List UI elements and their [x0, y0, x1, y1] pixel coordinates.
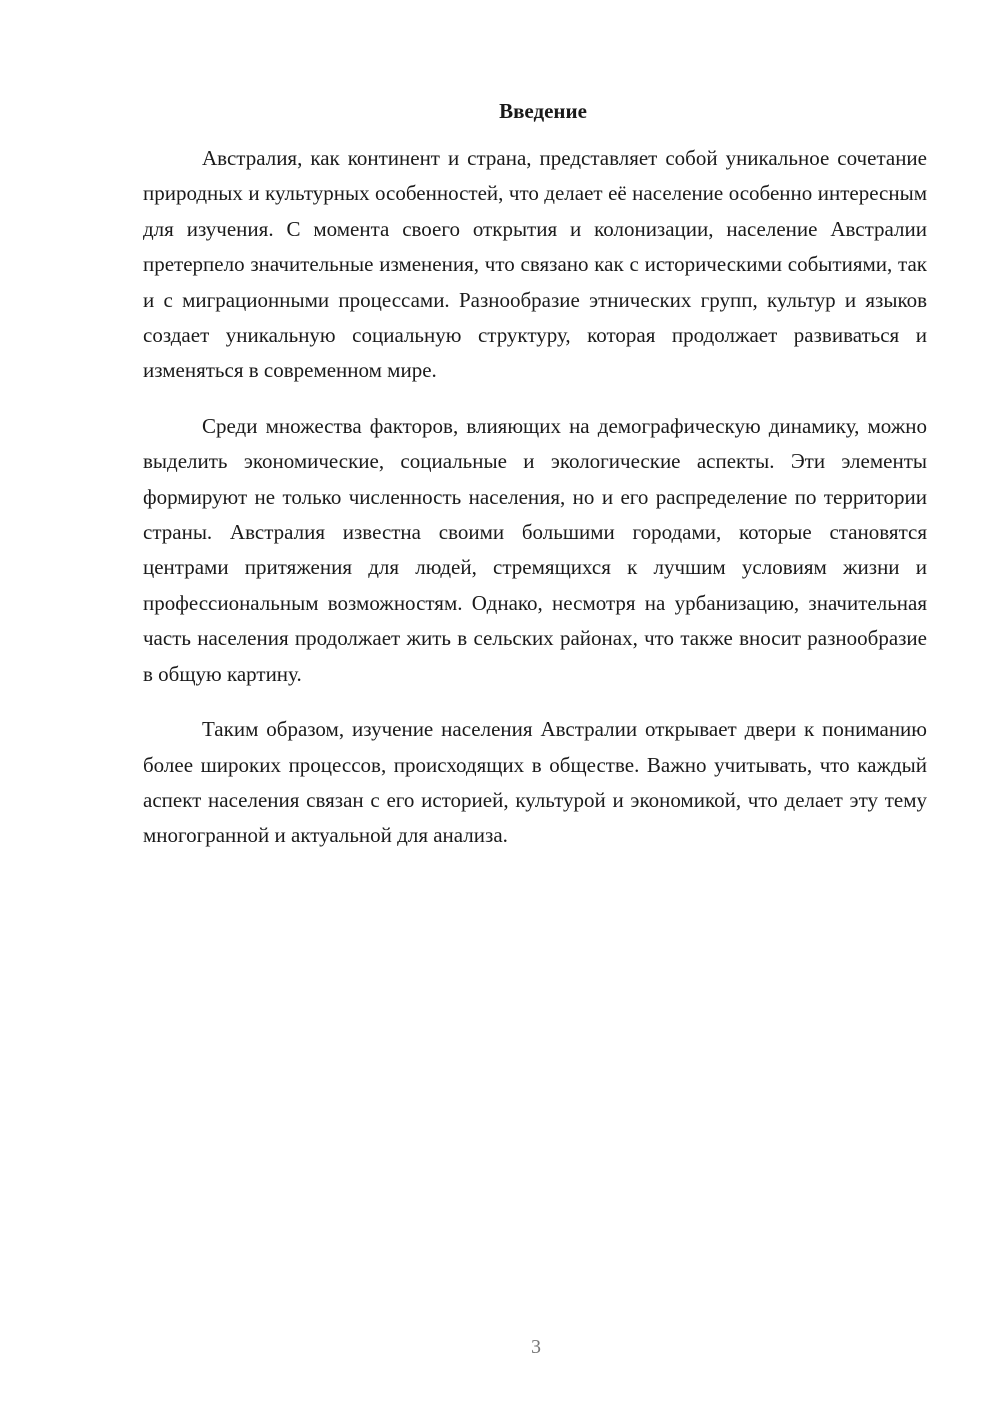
page-title: Введение — [499, 99, 587, 123]
page-number: 3 — [531, 1336, 541, 1358]
paragraph-1: Австралия, как континент и страна, представляет собой уникальное сочетание природных и культурных особенностей, что делает её население особенно интересным для изучения. С момента своего открытия и колонизации, население Австралии претерпело значительные изменения, что связано как с историческими событиями, так и с миграционными процессами. Разнообразие этнических групп, культур и языков создает уникальную социальную структуру, которая продолжает развиваться и изменяться в современном мире. — [143, 146, 927, 383]
paragraph-2: Среди множества факторов, влияющих на демографическую динамику, можно выделить экономические, социальные и экологические аспекты. Эти элементы формируют не только численность населения, но и его распределение по территории страны. Австралия известна своими большими городами, которые становятся центрами притяжения для людей, стремящихся к лучшим условиям жизни и профессиональным возможностям. Однако, несмотря на урбанизацию, значительная часть населения продолжает жить в сельских районах, что также вносит разнообразие в общую картину. — [143, 413, 927, 686]
paragraph-3: Таким образом, изучение населения Австралии открывает двери к пониманию более широких процессов, происходящих в обществе. Важно учитывать, что каждый аспект населения связан с его историей, культурой и экономикой, что делает эту тему многогранной и актуальной для анализа. — [143, 717, 927, 848]
page-content — [143, 94, 927, 874]
